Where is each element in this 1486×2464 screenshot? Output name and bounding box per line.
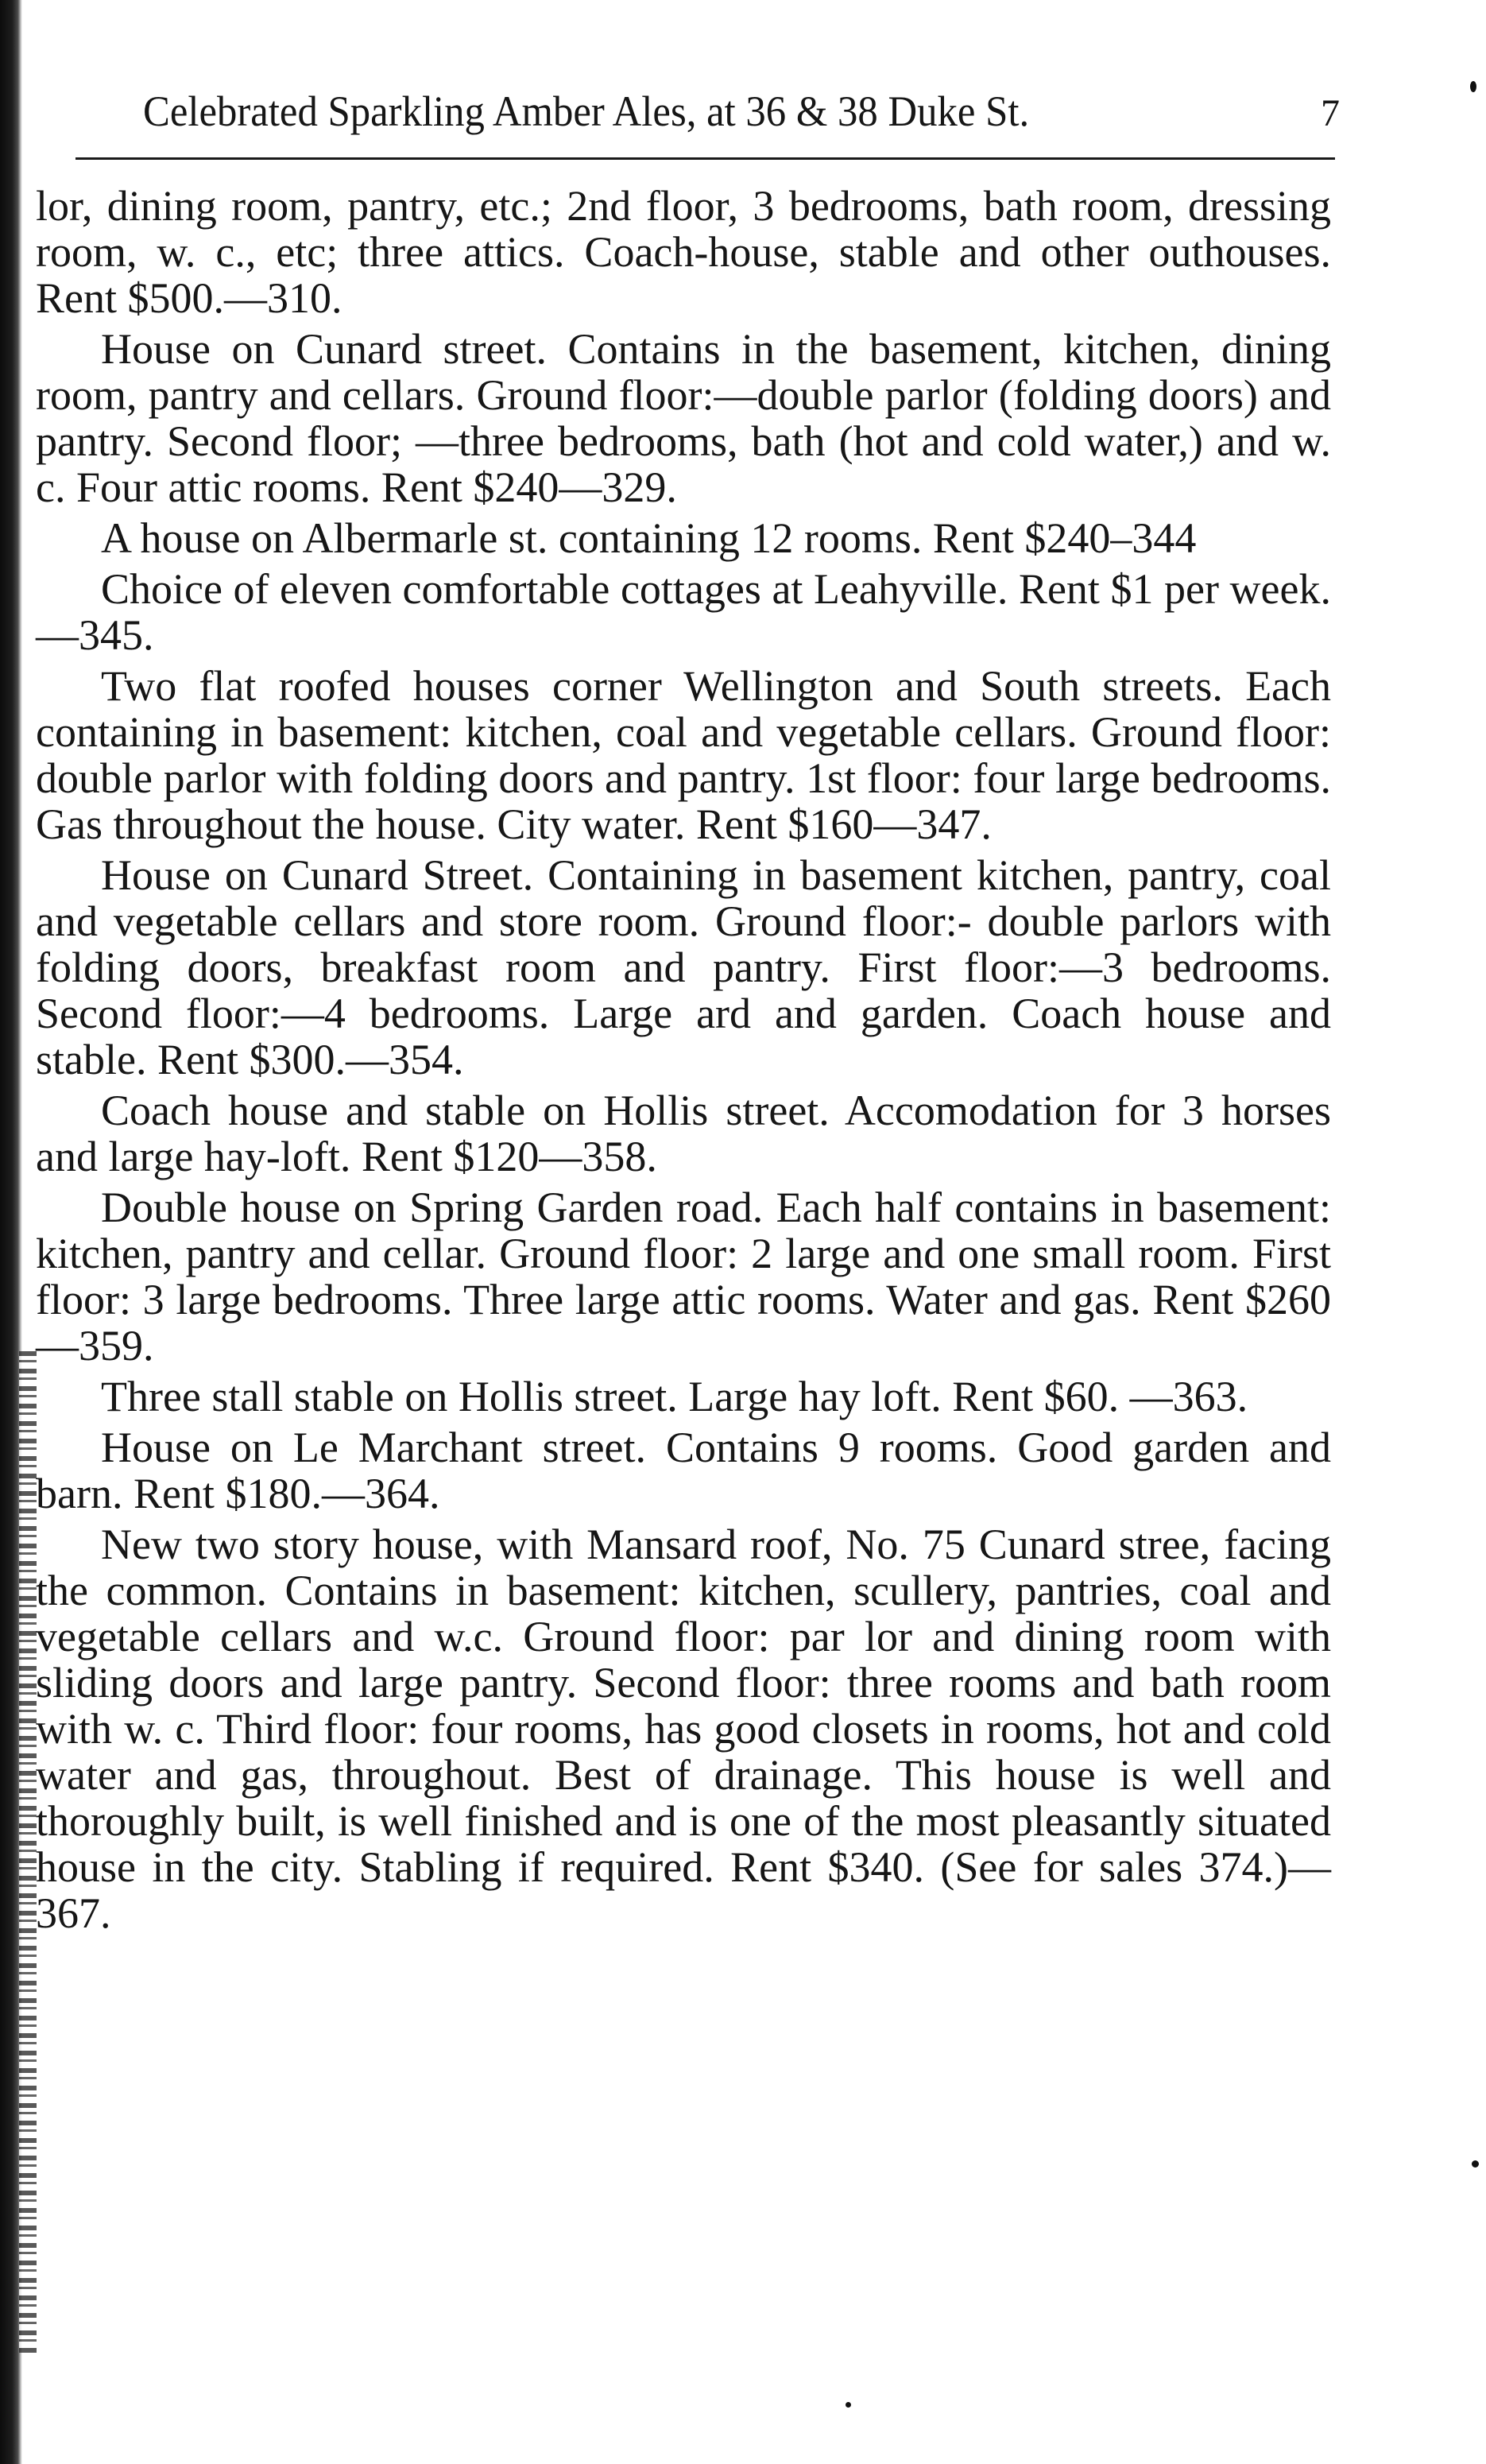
listing-entry: New two story house, with Mansard roof, No. 75 Cunard stree, facing the common. Contains in basement: kitchen, scullery, pantries, coal and vegetable cellars and w.c. Ground floor: par lor and dining room with sliding doors and large pantry. Second floor: three rooms and bath room with w. c. Third floor: four rooms, has good closets in rooms, hot and cold water and gas, throughout. Best of drainage. This house is well and thoroughly built, is well finished and is one of the most pleasantly situated house in the city. Stabling if required. Rent $340. (See for sales 374.)—367. xyxy=(36,1521,1331,1937)
running-header: Celebrated Sparkling Amber Ales, at 36 & 38 Duke St. xyxy=(143,87,1030,135)
ink-speck xyxy=(846,2402,851,2408)
listing-entry: Double house on Spring Garden road. Each half contains in basement: kitchen, pantry and cellar. Ground floor: 2 large and one small room. First floor: 3 large bedrooms. Three large attic rooms. Water and gas. Rent $260—359. xyxy=(36,1184,1331,1370)
ink-speck xyxy=(1470,81,1476,92)
listing-entry: House on Cunard street. Contains in the basement, kitchen, dining room, pantry and cellars. Ground floor:—double parlor (folding doors) and pantry. Second floor; —three bedrooms, bath (hot and cold water,) and w. c. Four attic rooms. Rent $240—329. xyxy=(36,325,1331,511)
listing-entry: House on Le Marchant street. Contains 9 rooms. Good garden and barn. Rent $180.—364. xyxy=(36,1424,1331,1517)
binding-edge-texture xyxy=(19,1351,37,2353)
listing-column xyxy=(36,183,1331,1941)
listing-entry: Two flat roofed houses corner Wellington and South streets. Each containing in basement: kitchen, coal and vegetable cellars. Ground floor: double parlor with folding doors and pantry. 1st floor: four large bedrooms. Gas throughout the house. City water. Rent $160—347. xyxy=(36,662,1331,848)
listing-entry: Choice of eleven comfortable cottages at Leahyville. Rent $1 per week.—345. xyxy=(36,565,1331,659)
page-number: 7 xyxy=(1321,92,1340,134)
listing-entry: Coach house and stable on Hollis street. Accomodation for 3 horses and large hay-loft. Rent $120—358. xyxy=(36,1087,1331,1180)
listing-entry: A house on Albermarle st. containing 12 rooms. Rent $240–344 xyxy=(101,514,1197,562)
listing-entry: lor, dining room, pantry, etc.; 2nd floor, 3 bedrooms, bath room, dressing room, w. c., etc; three attics. Coach-house, stable and other outhouses. Rent $500.—310. xyxy=(36,182,1331,322)
listing-entry: Three stall stable on Hollis street. Large hay loft. Rent $60. —363. xyxy=(101,1373,1248,1420)
header-rule xyxy=(75,157,1335,160)
listing-entry: House on Cunard Street. Containing in basement kitchen, pantry, coal and vegetable cellars and store room. Ground floor:- double parlors with folding doors, breakfast room and pantry. First floor:—3 bedrooms. Second floor:—4 bedrooms. Large ard and garden. Coach house and stable. Rent $300.—354. xyxy=(36,851,1331,1083)
ink-speck xyxy=(1472,2160,1479,2168)
